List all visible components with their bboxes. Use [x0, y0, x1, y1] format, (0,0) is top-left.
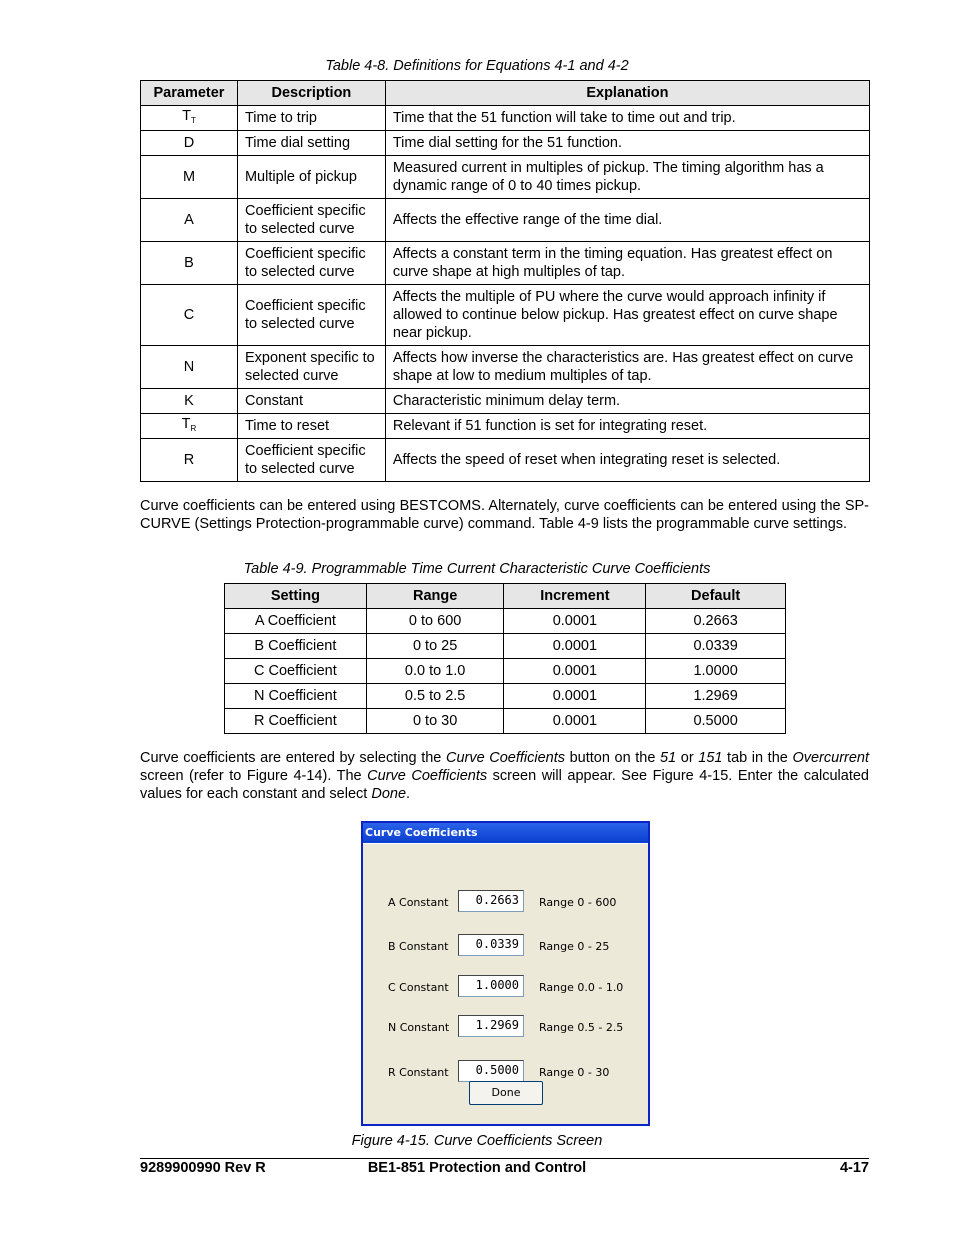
table-cell: 0.0001 — [504, 709, 646, 734]
table-cell: 0.0001 — [504, 659, 646, 684]
table-row — [141, 414, 870, 439]
parameter-cell — [141, 106, 238, 131]
table-cell: 0.0001 — [504, 609, 646, 634]
description-cell: Coefficient specific to selected curve — [237, 285, 385, 346]
parameter-cell — [141, 346, 238, 389]
column-header: Parameter — [141, 81, 238, 106]
table-row — [141, 389, 870, 414]
r-constant-input[interactable]: 0.5000 — [458, 1060, 524, 1082]
table-row — [225, 634, 786, 659]
n-constant-row — [363, 1015, 648, 1039]
a-constant-input[interactable]: 0.2663 — [458, 890, 524, 912]
description-cell: Time to reset — [237, 414, 385, 439]
table-cell: 1.2969 — [646, 684, 786, 709]
parameter-symbol: D — [183, 135, 195, 151]
explanation-cell: Affects the speed of reset when integrating reset is selected. — [385, 439, 869, 482]
table-4-9-caption: Table 4-9. Programmable Time Current Characteristic Curve Coefficients — [243, 561, 711, 577]
explanation-cell: Characteristic minimum delay term. — [385, 389, 869, 414]
table-row — [141, 199, 870, 242]
explanation-cell: Affects a constant term in the timing equation. Has greatest effect on curve shape at high multiples of tap. — [385, 242, 869, 285]
parameter-symbol: N — [183, 359, 195, 375]
table-cell: 0 to 600 — [366, 609, 504, 634]
table-row — [141, 156, 870, 199]
parameter-cell — [141, 439, 238, 482]
table-cell: N Coefficient — [225, 684, 367, 709]
table-row — [225, 659, 786, 684]
parameter-symbol: A — [184, 212, 194, 228]
table-cell: R Coefficient — [225, 709, 367, 734]
n-constant-range: Range 0.5 - 2.5 — [539, 1021, 624, 1034]
text: screen (refer to Figure 4-14). The — [140, 768, 368, 784]
c-constant-input[interactable]: 1.0000 — [458, 975, 524, 997]
description-cell: Coefficient specific to selected curve — [237, 199, 385, 242]
b-constant-input[interactable]: 0.0339 — [458, 934, 524, 956]
paragraph-instructions — [140, 749, 869, 803]
table-cell: 1.0000 — [646, 659, 786, 684]
paragraph-bestcoms: Curve coefficients can be entered using BESTCOMS. Alternately, curve coefficients can be entered using the SP-CURVE (Settings Protection-programmable curve) command. Table 4-9 lists the programmable curve settings. — [140, 498, 869, 532]
r-constant-range: Range 0 - 30 — [539, 1066, 610, 1079]
b-constant-range: Range 0 - 25 — [539, 940, 610, 953]
parameter-symbol: M — [182, 169, 196, 185]
parameter-symbol: T — [182, 107, 191, 124]
table-cell: 0.0 to 1.0 — [366, 659, 504, 684]
column-header: Default — [646, 584, 786, 609]
parameter-cell — [141, 285, 238, 346]
parameter-symbol: T — [181, 415, 191, 432]
table-row — [225, 609, 786, 634]
description-cell: Multiple of pickup — [237, 156, 385, 199]
table-cell: 0 to 25 — [366, 634, 504, 659]
description-cell: Coefficient specific to selected curve — [237, 439, 385, 482]
emphasis: Curve Coefficients — [367, 768, 488, 784]
text: . — [406, 786, 411, 802]
a-constant-label: A Constant — [388, 896, 449, 909]
column-header: Description — [237, 81, 385, 106]
parameter-cell — [141, 131, 238, 156]
c-constant-label: C Constant — [388, 981, 449, 994]
text: or — [676, 750, 699, 766]
text: Curve coefficients are entered by selecting the — [140, 750, 446, 766]
a-constant-row — [363, 890, 648, 914]
table-cell: B Coefficient — [225, 634, 367, 659]
parameter-cell — [141, 156, 238, 199]
n-constant-label: N Constant — [388, 1021, 450, 1034]
explanation-cell: Relevant if 51 function is set for integrating reset. — [385, 414, 869, 439]
parameter-subscript: T — [190, 115, 196, 125]
explanation-cell: Time dial setting for the 51 function. — [385, 131, 869, 156]
parameter-cell — [141, 389, 238, 414]
footer-page-number: 4-17 — [839, 1160, 869, 1176]
dialog-title: Curve Coefficients — [363, 823, 648, 843]
table-cell: 0.0001 — [504, 684, 646, 709]
definitions-table — [140, 80, 870, 482]
column-header: Explanation — [385, 81, 869, 106]
table-4-8-caption: Table 4-8. Definitions for Equations 4-1 and 4-2 — [325, 58, 629, 74]
r-constant-label: R Constant — [388, 1066, 449, 1079]
c-constant-range: Range 0.0 - 1.0 — [539, 981, 624, 994]
column-header: Range — [366, 584, 504, 609]
table-cell: 0.0339 — [646, 634, 786, 659]
parameter-cell — [141, 414, 238, 439]
footer-title: BE1-851 Protection and Control — [367, 1160, 587, 1176]
text: tab in the — [722, 750, 793, 766]
figure-caption: Figure 4-15. Curve Coefficients Screen — [351, 1133, 603, 1149]
explanation-cell: Time that the 51 function will take to time out and trip. — [385, 106, 869, 131]
description-cell: Time dial setting — [237, 131, 385, 156]
table-cell: 0.2663 — [646, 609, 786, 634]
description-cell: Constant — [237, 389, 385, 414]
table-cell: 0 to 30 — [366, 709, 504, 734]
table-row — [141, 439, 870, 482]
table-cell: A Coefficient — [225, 609, 367, 634]
text: button on the — [565, 750, 661, 766]
table-cell: 0.5000 — [646, 709, 786, 734]
description-cell: Coefficient specific to selected curve — [237, 242, 385, 285]
emphasis: Curve Coefficients — [445, 750, 566, 766]
parameter-cell — [141, 199, 238, 242]
footer-doc-number: 9289900990 Rev R — [140, 1160, 266, 1176]
table-cell: 0.5 to 2.5 — [366, 684, 504, 709]
explanation-cell: Affects the multiple of PU where the curve would approach infinity if allowed to continue below pickup. Has greatest effect on curve shape near pickup. — [385, 285, 869, 346]
parameter-symbol: B — [184, 255, 194, 271]
column-header: Setting — [225, 584, 367, 609]
explanation-cell: Measured current in multiples of pickup. The timing algorithm has a dynamic range of 0 to 40 times pickup. — [385, 156, 869, 199]
description-cell: Exponent specific to selected curve — [237, 346, 385, 389]
table-cell: 0.0001 — [504, 634, 646, 659]
table-row — [141, 285, 870, 346]
a-constant-range: Range 0 - 600 — [539, 896, 617, 909]
explanation-cell: Affects the effective range of the time dial. — [385, 199, 869, 242]
explanation-cell: Affects how inverse the characteristics are. Has greatest effect on curve shape at low to medium multiples of tap. — [385, 346, 869, 389]
table-row — [141, 242, 870, 285]
table-row — [141, 346, 870, 389]
parameter-cell — [141, 242, 238, 285]
c-constant-row — [363, 975, 648, 999]
parameter-subscript: R — [190, 423, 197, 433]
description-cell: Time to trip — [237, 106, 385, 131]
parameter-symbol: R — [183, 452, 195, 468]
table-row — [225, 709, 786, 734]
table-row — [141, 131, 870, 156]
emphasis: Done — [371, 786, 407, 802]
emphasis: 151 — [698, 750, 723, 766]
emphasis: Overcurrent — [792, 750, 870, 766]
n-constant-input[interactable]: 1.2969 — [458, 1015, 524, 1037]
footer-divider — [140, 1158, 869, 1159]
table-row — [141, 106, 870, 131]
table-row — [225, 684, 786, 709]
parameter-symbol: K — [184, 393, 194, 409]
b-constant-row — [363, 934, 648, 958]
b-constant-label: B Constant — [388, 940, 449, 953]
parameter-symbol: C — [183, 307, 195, 323]
table-cell: C Coefficient — [225, 659, 367, 684]
done-button[interactable]: Done — [469, 1081, 543, 1105]
coefficients-table — [224, 583, 786, 734]
column-header: Increment — [504, 584, 646, 609]
emphasis: 51 — [660, 750, 677, 766]
text: screen will appear. See Figure 4-15. Enter the calculated values for each constant and select — [140, 768, 869, 802]
